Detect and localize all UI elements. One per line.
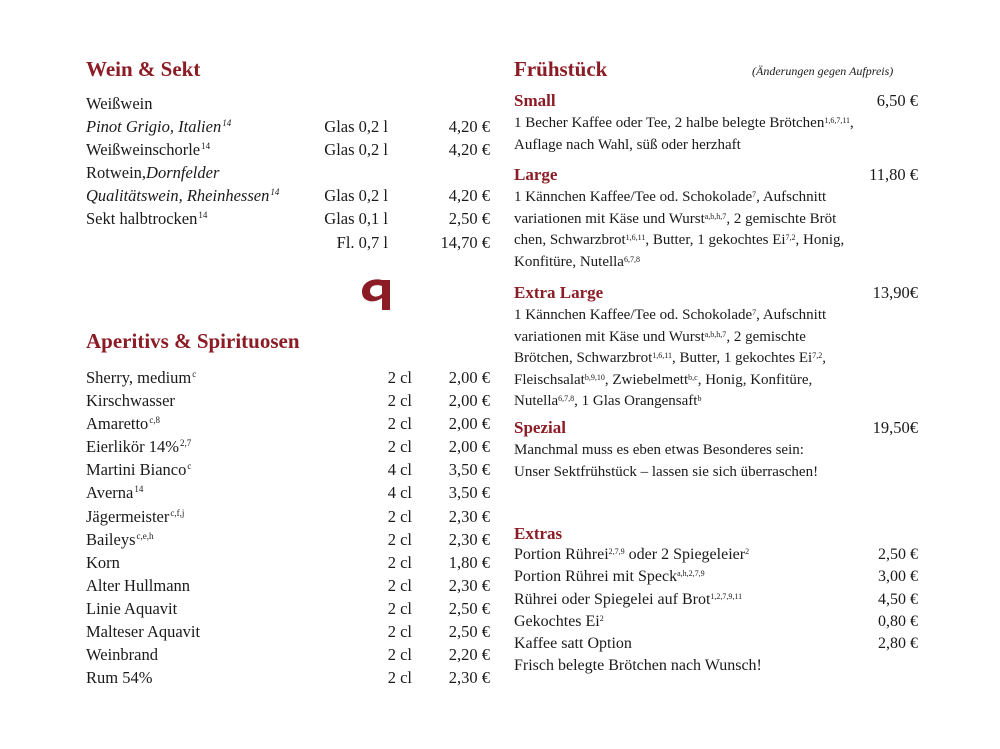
package-header [514, 283, 918, 305]
menu-row [86, 620, 490, 643]
item-quantity: 2 cl [387, 575, 412, 595]
item-name [514, 655, 762, 677]
description-text: Auflage nach Wahl, süß oder herzhaft [514, 136, 741, 153]
item-quantity: Glas 0,1 l [324, 209, 388, 229]
description-text: , Zwiebelmett [604, 371, 689, 388]
item-price: 2,30 € [448, 668, 490, 688]
item-name-text: Korn [86, 552, 120, 572]
q-logo-icon [356, 272, 396, 312]
item-name [86, 184, 279, 207]
description-text: , [822, 350, 826, 366]
item-quantity: 2 cl [387, 391, 412, 411]
description-line [514, 135, 918, 157]
item-name-text: Alter Hullmann [86, 575, 191, 595]
package-description [514, 187, 918, 273]
allergen-note: 14 [270, 187, 280, 198]
description-text: 1 Becher Kaffee oder Tee, 2 halbe belegte Brötchen [514, 115, 825, 131]
description-text: , Butter, 1 gekochtes Ei [672, 350, 813, 366]
extras-row [514, 633, 918, 655]
allergen-note: c,8 [149, 415, 161, 426]
description-text: , Aufschnitt [756, 307, 827, 323]
description-line [514, 327, 918, 349]
menu-row [86, 184, 490, 207]
item-quantity: 2 cl [387, 529, 412, 549]
item-name [86, 551, 120, 574]
allergen-note: 1,6,7,11 [824, 116, 851, 125]
fruehstueck-section-title: Frühstück [514, 57, 608, 81]
extras-row [514, 544, 918, 566]
breakfast-package [514, 283, 918, 413]
item-quantity: 2 cl [387, 668, 412, 688]
item-name [86, 92, 152, 115]
item-name [514, 544, 749, 566]
item-name-text: Eierlikör 14% [86, 437, 180, 457]
item-name-text: Malteser Aquavit [86, 622, 201, 642]
item-name-italic: Dornfelder [146, 163, 220, 183]
item-price: 0,80 € [878, 612, 918, 630]
package-price: 19,50€ [872, 418, 918, 437]
description-text: , Aufschnitt [756, 189, 827, 205]
aperitivs-section-title: Aperitivs & Spirituosen [86, 329, 300, 353]
description-line [514, 113, 918, 135]
allergen-note: 2,7,9 [608, 547, 625, 556]
item-price: 2,00 € [448, 437, 490, 457]
description-line [514, 187, 918, 209]
menu-row [86, 207, 490, 230]
item-price: 2,30 € [448, 506, 490, 526]
item-name-text: Amaretto [86, 414, 149, 434]
item-name-text: Jägermeister [86, 506, 170, 526]
breakfast-package [514, 165, 918, 273]
description-text: Brötchen, Schwarzbrot [514, 350, 653, 366]
item-price: 2,20 € [448, 645, 490, 665]
description-text: , Butter, 1 gekochtes Ei [645, 232, 786, 248]
description-text: , 2 gemischte Bröt [726, 210, 837, 227]
item-name-text: Qualitätswein, Rheinhessen [86, 186, 270, 206]
allergen-note: 14 [201, 141, 211, 152]
menu-row [86, 231, 490, 254]
item-price: 4,50 € [878, 590, 918, 608]
item-quantity: Fl. 0,7 l [336, 232, 388, 252]
menu-row [86, 597, 490, 620]
item-name-text: Sekt halbtrocken [86, 209, 198, 229]
menu-row [86, 481, 490, 504]
item-name-text: Rum 54% [86, 668, 153, 688]
item-name [86, 620, 200, 643]
item-quantity: 2 cl [387, 645, 412, 665]
price-change-note: (Änderungen gegen Aufpreis) [752, 64, 894, 78]
item-price: 2,80 € [878, 635, 918, 653]
description-text: chen, Schwarzbrot [514, 232, 626, 248]
package-price: 13,90€ [872, 283, 918, 302]
item-quantity: 2 cl [387, 598, 412, 618]
description-text: 1 Kännchen Kaffee/Tee od. Schokolade [514, 307, 753, 323]
item-quantity: 2 cl [387, 552, 412, 572]
description-line [514, 370, 918, 392]
extras-row [514, 611, 918, 633]
item-name [86, 138, 210, 161]
allergen-note: b,c [688, 372, 698, 382]
description-text: Unser Sektfrühstück – lassen sie sich überraschen! [514, 463, 819, 480]
item-name-text: Sherry, medium [86, 368, 192, 387]
allergen-note: a,b,h,7 [704, 211, 727, 221]
item-price: 3,50 € [448, 460, 490, 480]
package-title: Extra Large [514, 283, 604, 302]
item-name-text: Rotwein, [86, 163, 147, 183]
extras-row [514, 589, 918, 611]
menu-row [86, 666, 490, 689]
item-price: 14,70 € [440, 232, 490, 252]
item-name-text: Frisch belegte Brötchen nach Wunsch! [514, 657, 762, 675]
item-name-text: Martini Bianco [86, 460, 187, 480]
item-price: 2,50 € [448, 622, 490, 642]
description-text: Nutella [514, 393, 559, 409]
item-price: 3,50 € [448, 483, 490, 503]
allergen-note: c [192, 369, 197, 379]
item-name-text: Kirschwasser [86, 391, 175, 411]
item-name-text: oder 2 Spiegeleier [624, 546, 746, 563]
item-price: 2,00 € [448, 391, 490, 411]
allergen-note: a,b,h,7 [704, 329, 727, 339]
item-name [514, 611, 604, 633]
package-price: 11,80 € [869, 165, 918, 184]
allergen-note: 7,2 [785, 233, 796, 242]
menu-row [86, 161, 490, 184]
item-quantity: 2 cl [387, 506, 412, 526]
package-description [514, 305, 918, 413]
item-quantity: 4 cl [387, 483, 412, 503]
description-text: , Honig, [795, 232, 845, 248]
menu-row [86, 574, 490, 597]
description-line [514, 230, 918, 252]
extras-section-title: Extras [514, 524, 563, 543]
item-quantity: Glas 0,2 l [324, 186, 388, 206]
item-name-text: Weinbrand [86, 645, 158, 665]
item-name [86, 505, 184, 528]
item-name [514, 589, 742, 611]
allergen-note: 7,2 [812, 351, 823, 360]
item-name [86, 643, 158, 666]
menu-row [86, 643, 490, 666]
allergen-note: 14 [198, 210, 208, 221]
item-name-text: Weißweinschorle [86, 140, 201, 160]
item-price: 3,00 € [878, 568, 918, 586]
item-price: 4,20 € [448, 140, 490, 160]
item-price: 1,80 € [448, 552, 490, 572]
item-name [86, 389, 175, 412]
item-name [86, 458, 191, 481]
extras-row [514, 566, 918, 588]
wein-section-title: Wein & Sekt [86, 57, 201, 81]
item-name-text: Portion Rührei mit Speck [514, 568, 678, 586]
item-price: 2,00 € [448, 368, 490, 387]
package-header [514, 165, 918, 187]
package-header [514, 91, 918, 113]
description-text: , 1 Glas Orangensaft [574, 393, 698, 409]
description-text: variationen mit Käse und Wurst [514, 210, 705, 227]
item-name [86, 574, 190, 597]
wein-list [86, 92, 490, 254]
package-price: 6,50 € [876, 91, 918, 110]
item-name-text: Kaffee satt Option [514, 635, 632, 653]
item-name-text: Weißwein [86, 94, 153, 113]
item-name-text: Linie Aquavit [86, 598, 178, 618]
item-price: 2,00 € [448, 414, 490, 434]
allergen-note: 1,2,7,9,11 [710, 591, 743, 601]
item-price: 2,50 € [878, 546, 918, 563]
item-name [86, 666, 152, 689]
description-text: , [850, 115, 854, 131]
menu-row [86, 92, 490, 115]
description-text: , 2 gemischte [726, 328, 806, 345]
item-price: 2,50 € [448, 598, 490, 618]
item-name-text: Averna [86, 483, 134, 503]
menu-row [86, 366, 490, 389]
item-name [514, 633, 632, 655]
allergen-note: 1,6,11 [652, 351, 672, 360]
item-name-text: Baileys [86, 529, 136, 549]
item-name [86, 115, 231, 138]
menu-row [86, 435, 490, 458]
allergen-note: c,e,h [136, 530, 154, 541]
item-price: 2,30 € [448, 529, 490, 549]
menu-row [86, 528, 490, 551]
description-line [514, 440, 918, 462]
item-name [86, 161, 219, 184]
item-name [86, 366, 196, 389]
item-quantity: 2 cl [387, 622, 412, 642]
description-text: 1 Kännchen Kaffee/Tee od. Schokolade [514, 189, 753, 205]
allergen-note: 2 [599, 613, 604, 623]
item-quantity: 4 cl [387, 460, 412, 480]
item-quantity: 2 cl [387, 368, 412, 387]
extras-row [514, 655, 918, 677]
menu-row [86, 505, 490, 528]
extras-list [514, 544, 918, 678]
item-name [86, 412, 160, 435]
menu-row [86, 138, 490, 161]
aperitivs-list [86, 366, 490, 689]
item-quantity: 2 cl [387, 437, 412, 457]
allergen-note: c [187, 461, 192, 472]
item-quantity: Glas 0,2 l [324, 117, 388, 137]
item-name-text: Rührei oder Spiegelei auf Brot [514, 590, 711, 608]
item-name [86, 597, 177, 620]
item-name [86, 528, 154, 551]
description-line [514, 462, 918, 484]
menu-row [86, 412, 490, 435]
package-description [514, 440, 918, 483]
package-header [514, 418, 918, 440]
allergen-note: 7 [752, 308, 757, 317]
package-title: Spezial [514, 418, 566, 437]
description-line [514, 348, 918, 370]
item-name-text: Portion Rührei [514, 546, 609, 563]
allergen-note: b [697, 394, 702, 403]
package-title: Small [514, 91, 556, 110]
description-line [514, 252, 918, 274]
description-text: variationen mit Käse und Wurst [514, 328, 705, 345]
item-quantity: Glas 0,2 l [324, 140, 388, 160]
item-name [514, 566, 705, 588]
description-text: Fleischsalat [514, 371, 585, 388]
allergen-note: a,h,2,7,9 [677, 569, 705, 579]
description-line [514, 391, 918, 413]
item-name [86, 435, 191, 458]
item-price: 4,20 € [448, 186, 490, 206]
breakfast-package [514, 91, 918, 156]
allergen-note: 2 [745, 547, 750, 556]
menu-row [86, 389, 490, 412]
item-price: 2,30 € [448, 575, 490, 595]
menu-row [86, 115, 490, 138]
item-name-text: Pinot Grigio, Italien [86, 117, 222, 137]
item-quantity: 2 cl [387, 414, 412, 434]
menu-row [86, 458, 490, 481]
allergen-note: 14 [134, 484, 144, 495]
allergen-note: 7 [752, 190, 757, 199]
allergen-note: 6,7,8 [623, 254, 640, 264]
package-description [514, 113, 918, 156]
description-line [514, 305, 918, 327]
package-title: Large [514, 165, 558, 184]
allergen-note: c,f,j [170, 507, 185, 518]
item-name [86, 207, 207, 230]
description-line [514, 209, 918, 231]
breakfast-package [514, 418, 918, 483]
description-text: Manchmal muss es eben etwas Besonderes sein: [514, 442, 804, 458]
item-price: 4,20 € [448, 117, 490, 137]
allergen-note: 6,7,8 [558, 394, 575, 403]
item-name [86, 481, 143, 504]
allergen-note: 1,6,11 [625, 233, 646, 242]
description-text: , Honig, Konfitüre, [697, 371, 813, 388]
menu-row [86, 551, 490, 574]
item-name-text: Gekochtes Ei [514, 612, 600, 630]
description-text: Konfitüre, Nutella [514, 253, 624, 270]
allergen-note: 2,7 [180, 438, 192, 449]
allergen-note: 14 [222, 118, 232, 129]
item-price: 2,50 € [448, 209, 490, 229]
allergen-note: b,9,10 [584, 372, 605, 382]
